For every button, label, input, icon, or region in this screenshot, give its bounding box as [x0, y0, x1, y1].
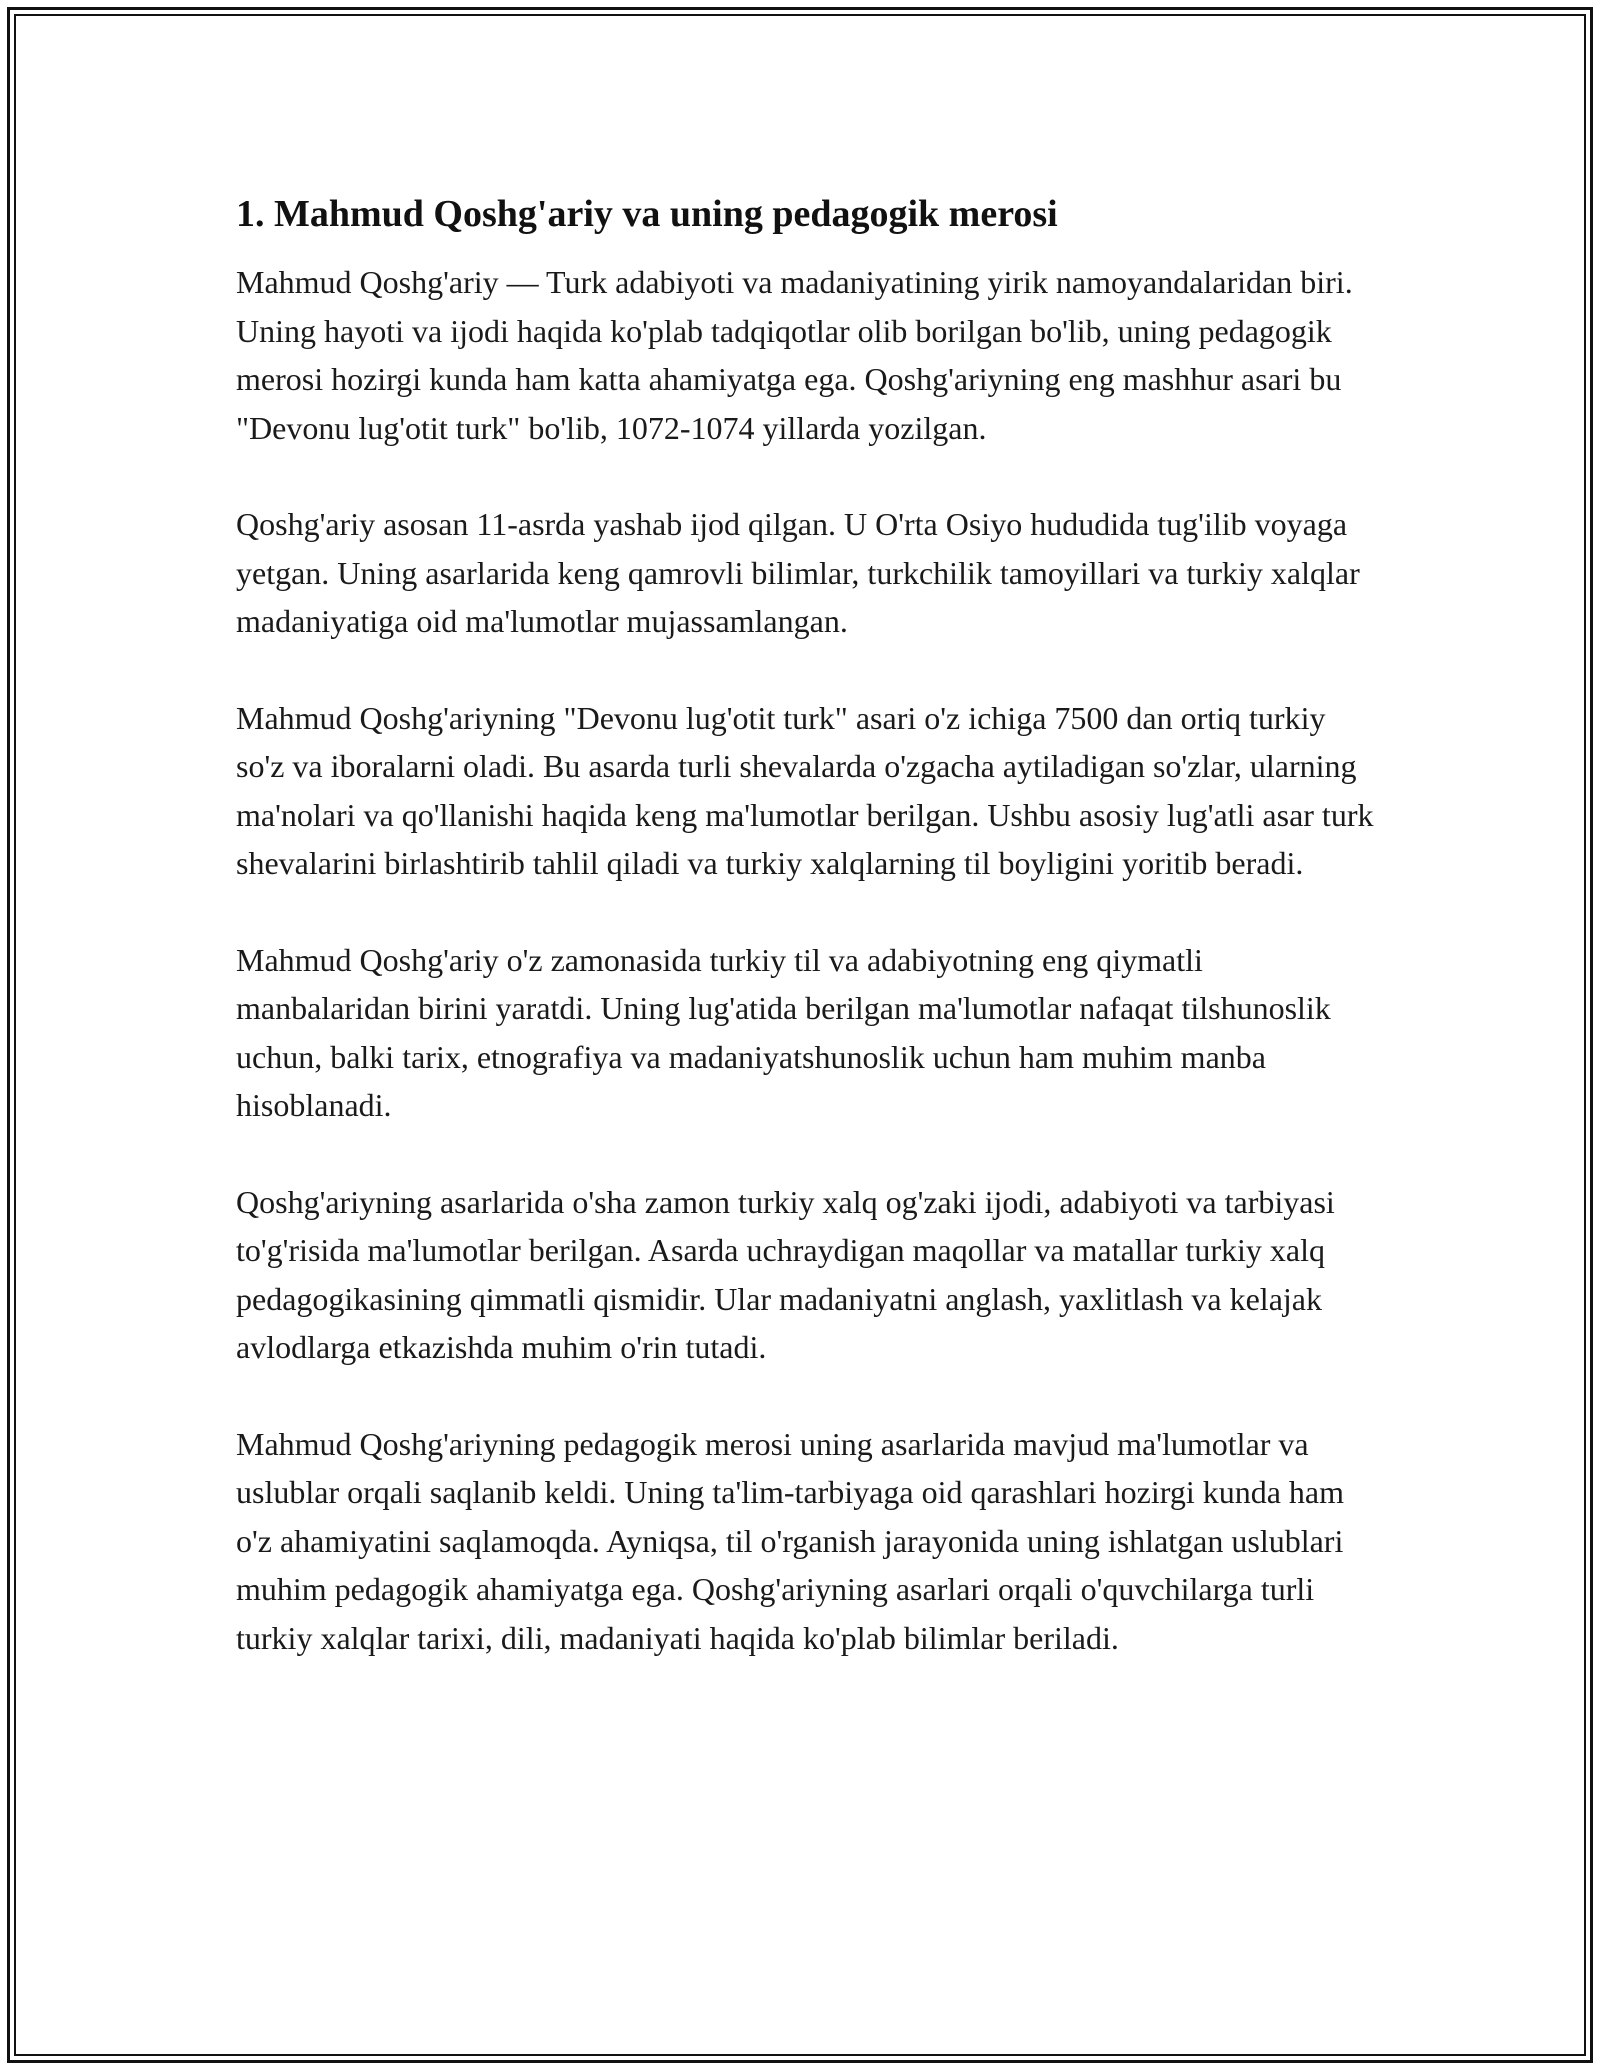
paragraph-significance: Mahmud Qoshg'ariy o'z zamonasida turkiy til va adabiyotning eng qiymatli manbalaridan birini yaratdi. Uning lug'atida berilgan ma'lumotlar nafaqat tilshunoslik uchun, balki tarix, etnografiya va madaniyatshunoslik uchun ham muhim manba hisoblanadi.	[236, 941, 1331, 1123]
paragraph-introduction: Mahmud Qoshg'ariy — Turk adabiyoti va madaniyatining yirik namoyandalaridan biri. Uning hayoti va ijodi haqida ko'plab tadqiqotlar olib borilgan bo'lib, uning pedagogik merosi hozirgi kunda ham katta ahamiyatga ega. Qoshg'ariyning eng mashhur asari bu "Devonu lug'otit turk" bo'lib, 1072-1074 yillarda yozilgan.	[236, 264, 1353, 446]
paragraph-biography: Qoshg'ariy asosan 11-asrda yashab ijod qilgan. U O'rta Osiyo hududida tug'ilib voyaga yetgan. Uning asarlarida keng qamrovli bilimlar, turkchilik tamoyillari va turkiy xalqlar madaniyatiga oid ma'lumotlar mujassamlangan.	[236, 506, 1360, 639]
section-title: 1. Mahmud Qoshg'ariy va uning pedagogik merosi	[236, 193, 1058, 235]
document-body	[236, 186, 1376, 1710]
paragraph-pedagogical-legacy: Mahmud Qoshg'ariyning pedagogik merosi uning asarlarida mavjud ma'lumotlar va uslublar orqali saqlanib keldi. Uning ta'lim-tarbiyaga oid qarashlari hozirgi kunda ham o'z ahamiyatini saqlamoqda. Ayniqsa, til o'rganish jarayonida uning ishlatgan uslublari muhim pedagogik ahamiyatga ega. Qoshg'ariyning asarlari orqali o'quvchilarga turli turkiy xalqlar tarixi, dili, madaniyati haqida ko'plab bilimlar beriladi.	[236, 1425, 1344, 1656]
paragraph-folklore: Qoshg'ariyning asarlarida o'sha zamon turkiy xalq og'zaki ijodi, adabiyoti va tarbiyasi to'g'risida ma'lumotlar berilgan. Asarda uchraydigan maqollar va matallar turkiy xalq pedagogikasining qimmatli qismidir. Ular madaniyatni anglash, yaxlitlash va kelajak avlodlarga etkazishda muhim o'rin tutadi.	[236, 1183, 1335, 1365]
paragraph-devonu-lugotit-turk: Mahmud Qoshg'ariyning "Devonu lug'otit turk" asari o'z ichiga 7500 dan ortiq turkiy so'z va iboralarni oladi. Bu asarda turli shevalarda o'zgacha aytiladigan so'zlar, ularning ma'nolari va qo'llanishi haqida keng ma'lumotlar berilgan. Ushbu asosiy lug'atli asar turk shevalarini birlashtirib tahlil qiladi va turkiy xalqlarning til boyligini yoritib beradi.	[236, 699, 1374, 881]
